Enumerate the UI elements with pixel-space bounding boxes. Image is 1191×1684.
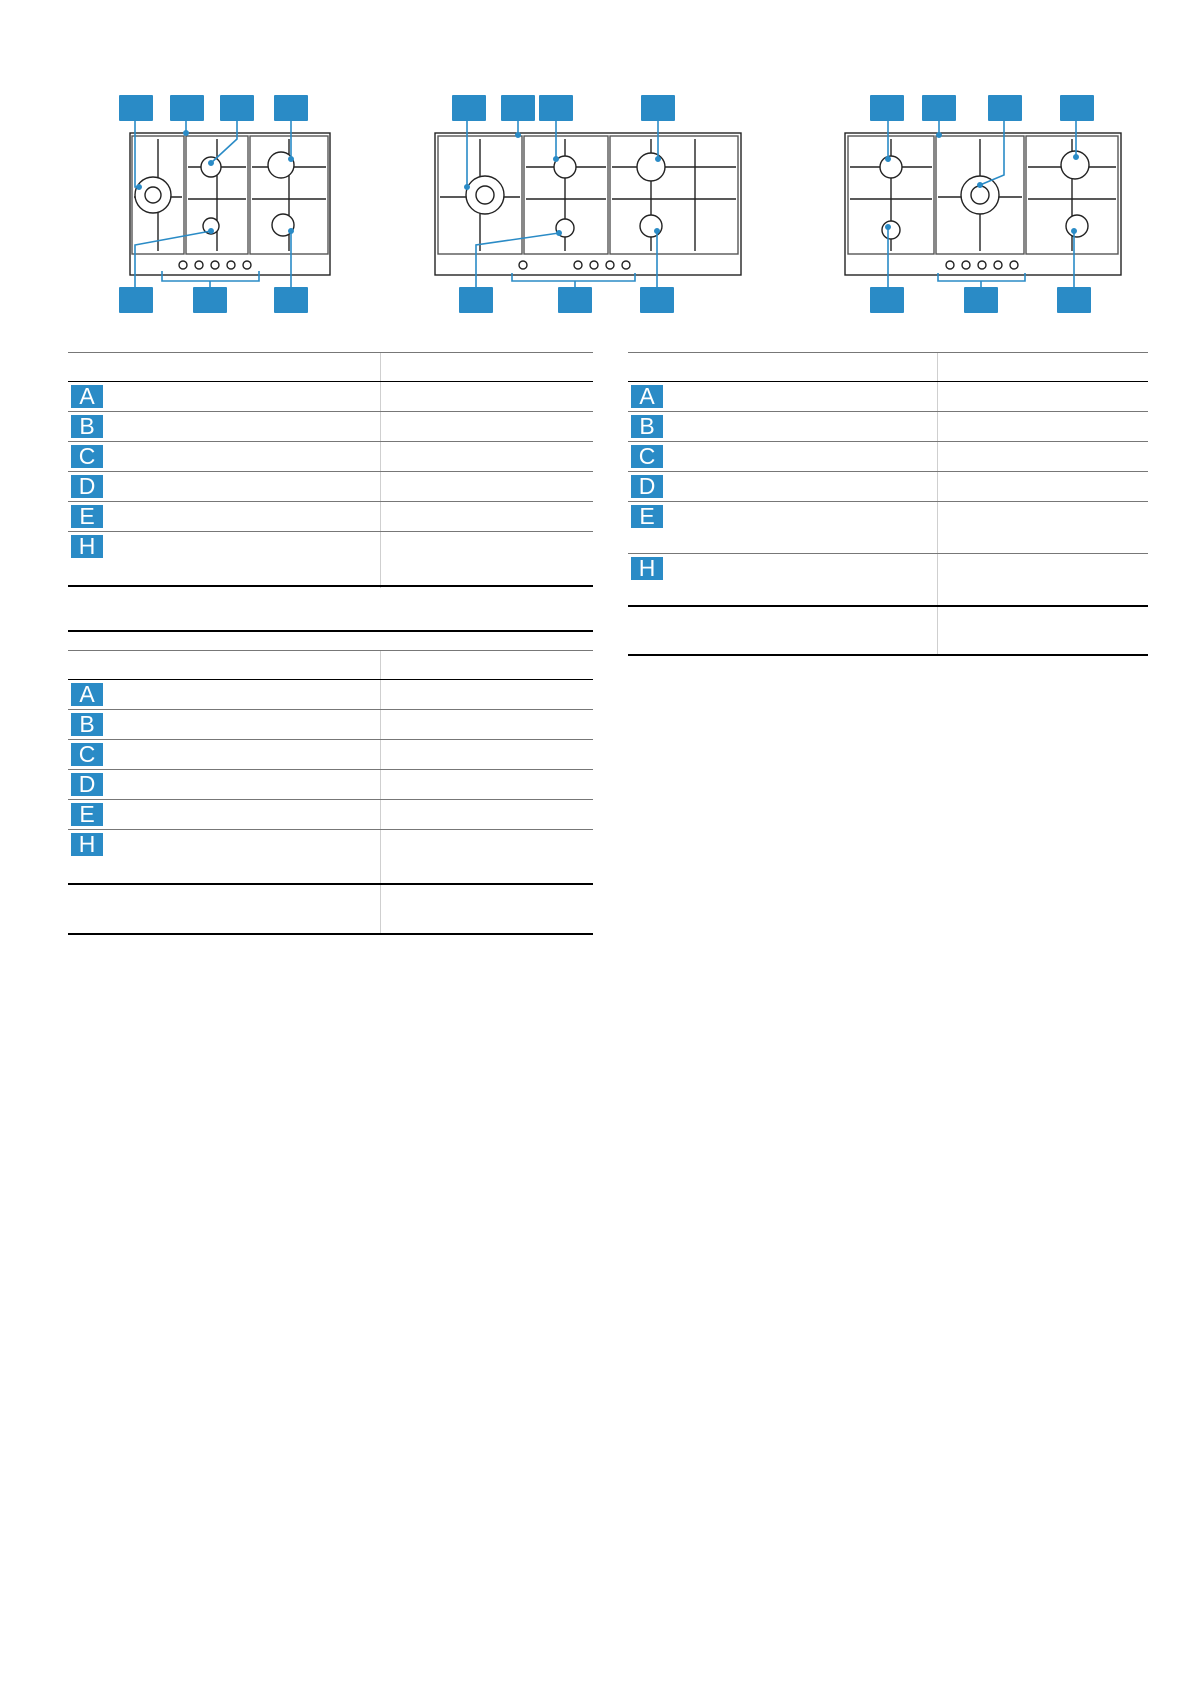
callout-box <box>964 287 998 313</box>
table-rule <box>68 531 593 532</box>
position-badge: H <box>71 535 103 558</box>
callout-box <box>539 95 573 121</box>
callout-box <box>558 287 592 313</box>
table-rule <box>628 411 1148 412</box>
table-rule <box>68 769 593 770</box>
position-badge: D <box>71 475 103 498</box>
callout-box <box>220 95 254 121</box>
callout-box <box>641 95 675 121</box>
position-badge: B <box>631 415 663 438</box>
position-badge: C <box>71 445 103 468</box>
table-rule <box>68 709 593 710</box>
column-divider <box>937 352 938 656</box>
table-rule <box>68 883 593 885</box>
position-badge: A <box>631 385 663 408</box>
table-rule <box>68 679 593 680</box>
table-rule <box>68 933 593 935</box>
callout-box <box>452 95 486 121</box>
table-rule <box>628 553 1148 554</box>
callout-box <box>1060 95 1094 121</box>
table-rule <box>68 352 593 353</box>
table-rule <box>68 799 593 800</box>
position-badge: E <box>71 803 103 826</box>
callout-box <box>870 95 904 121</box>
position-badge: E <box>71 505 103 528</box>
table-rule <box>68 829 593 830</box>
column-divider <box>380 650 381 934</box>
callout-box <box>501 95 535 121</box>
position-badge: B <box>71 415 103 438</box>
position-badge: D <box>71 773 103 796</box>
callout-box <box>1057 287 1091 313</box>
callout-box <box>459 287 493 313</box>
position-badge: D <box>631 475 663 498</box>
callout-box <box>170 95 204 121</box>
table-rule <box>628 352 1148 353</box>
callout-box <box>870 287 904 313</box>
callout-box <box>274 95 308 121</box>
table-rule <box>68 650 593 651</box>
callout-box <box>988 95 1022 121</box>
table-rule <box>68 381 593 382</box>
table-rule <box>628 471 1148 472</box>
table-rule <box>628 654 1148 656</box>
component-table-bottom-left <box>68 630 593 936</box>
component-table-right <box>628 352 1148 657</box>
hob-diagram-right <box>845 95 1135 335</box>
table-rule <box>68 585 593 587</box>
position-badge: C <box>71 743 103 766</box>
table-rule <box>628 441 1148 442</box>
column-divider <box>380 352 381 588</box>
callout-box <box>640 287 674 313</box>
callout-box <box>119 287 153 313</box>
table-rule <box>68 471 593 472</box>
position-badge: E <box>631 505 663 528</box>
table-rule <box>68 630 593 632</box>
table-rule <box>68 501 593 502</box>
hob-diagram-middle <box>435 95 745 335</box>
table-rule <box>68 441 593 442</box>
table-rule <box>628 381 1148 382</box>
position-badge: H <box>631 557 663 580</box>
component-table-top-left <box>68 352 593 588</box>
hob-diagram-left <box>115 95 345 335</box>
table-rule <box>628 605 1148 607</box>
callout-box <box>274 287 308 313</box>
position-badge: B <box>71 713 103 736</box>
position-badge: H <box>71 833 103 856</box>
callout-box <box>922 95 956 121</box>
position-badge: A <box>71 385 103 408</box>
table-rule <box>68 739 593 740</box>
position-badge: C <box>631 445 663 468</box>
callout-box <box>193 287 227 313</box>
callout-box <box>119 95 153 121</box>
position-badge: A <box>71 683 103 706</box>
table-rule <box>68 411 593 412</box>
table-rule <box>628 501 1148 502</box>
